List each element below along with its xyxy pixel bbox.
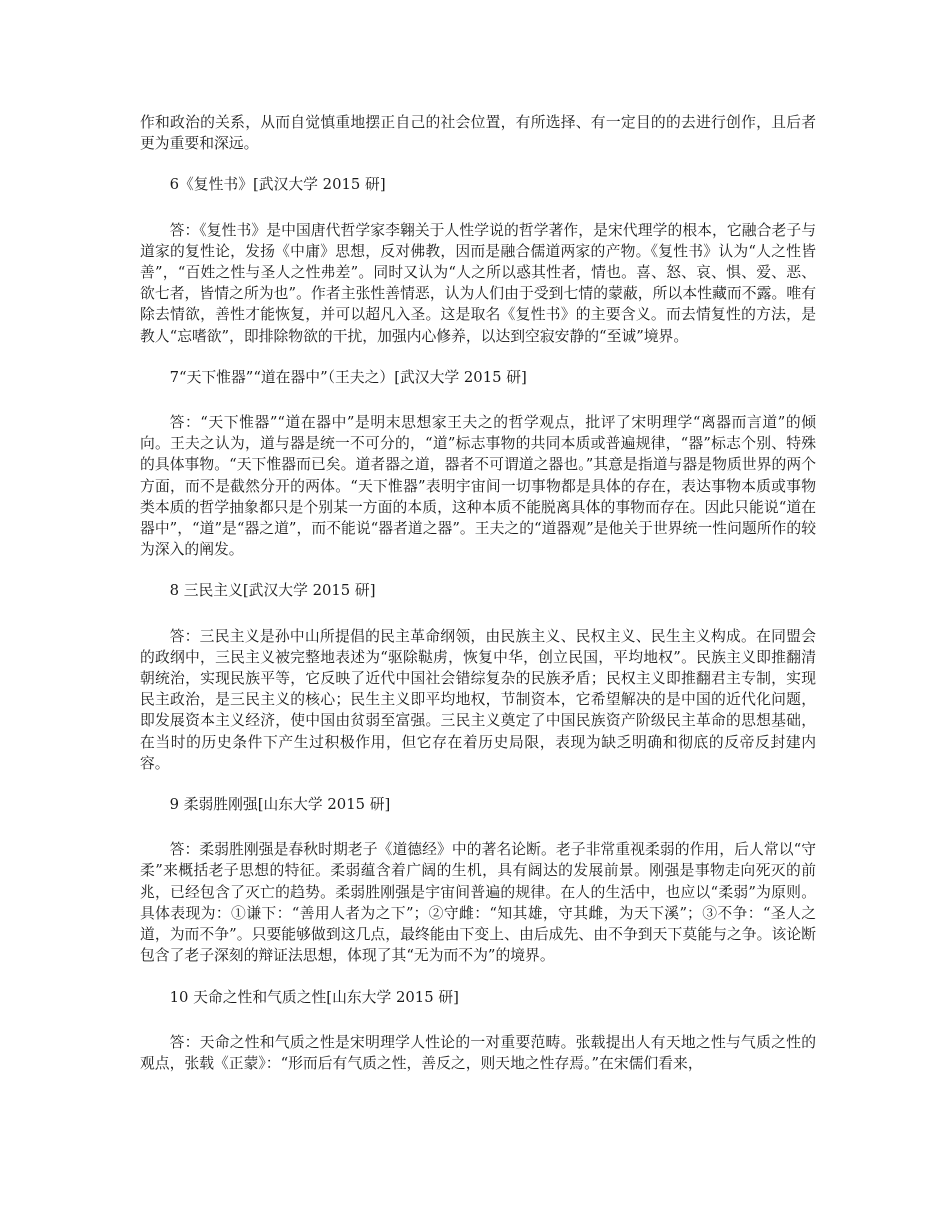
entry-answer-9: 答：柔弱胜刚强是春秋时期老子《道德经》中的著名论断。老子非常重视柔弱的作用，后人常以“守柔”来概括老子思想的特征。柔弱蕴含着广阔的生机，具有阔达的发展前景。刚强是事物走向死灭的前兆，已经包含了灭亡的趋势。柔弱胜刚强是宇宙间普遍的规律。在人的生活中，也应以“柔弱”为原则。具体表现为：①谦下：“善用人者为之下”；②守雌：“知其雄，守其雌，为天下溪”；③不争：“圣人之道，为而不争”。只要能够做到这几点，最终能由下变上、由后成先、由不争到天下莫能与之争。该论断包含了老子深刻的辩证法思想，体现了其“无为而不为”的境界。 [140, 841, 816, 965]
entry-heading-8: 8 三民主义[武汉大学 2015 研] [169, 582, 376, 600]
entry-heading-6: 6《复性书》[武汉大学 2015 研] [169, 176, 386, 194]
entry-answer-10: 答：天命之性和气质之性是宋明理学人性论的一对重要范畴。张载提出人有天地之性与气质之性的观点，张载《正蒙》：“形而后有气质之性，善反之，则天地之性存焉。”在宋儒们看来， [140, 1033, 816, 1072]
document-page [140, 112, 816, 1074]
lead-paragraph: 作和政治的关系，从而自觉慎重地摆正自己的社会位置，有所选择、有一定目的的去进行创作，且后者更为重要和深远。 [140, 114, 816, 153]
entry-heading-9: 9 柔弱胜刚强[山东大学 2015 研] [169, 796, 391, 814]
entry-heading-10: 10 天命之性和气质之性[山东大学 2015 研] [169, 988, 459, 1006]
entry-answer-7: 答：“天下惟器”“道在器中”是明末思想家王夫之的哲学观点，批评了宋明理学“离器而言道”的倾向。王夫之认为，道与器是统一不可分的，“道”标志事物的共同本质或普遍规律，“器”标志个别、特殊的具体事物。“天下惟器而已矣。道者器之道，器者不可谓道之器也。”其意是指道与器是物质世界的两个方面，而不是截然分开的两体。“天下惟器”表明宇宙间一切事物都是具体的存在，表达事物本质或事物类本质的哲学抽象都只是个别某一方面的本质，这种本质不能脱离具体的事物而存在。因此只能说“道在器中”，“道”是“器之道”，而不能说“器者道之器”。王夫之的“道器观”是他关于世界统一性问题所作的较为深入的阐发。 [140, 414, 816, 559]
entry-heading-7: 7“天下惟器”“道在器中”（王夫之）[武汉大学 2015 研] [169, 368, 527, 386]
entry-answer-8: 答：三民主义是孙中山所提倡的民主革命纲领，由民族主义、民权主义、民生主义构成。在同盟会的政纲中，三民主义被完整地表述为“驱除鞑虏，恢复中华，创立民国，平均地权”。民族主义即推翻清朝统治，实现民族平等，它反映了近代中国社会错综复杂的民族矛盾；民权主义即推翻君主专制，实现民主政治，是三民主义的核心；民生主义即平均地权，节制资本，它希望解决的是中国的近代化问题，即发展资本主义经济，使中国由贫弱至富强。三民主义奠定了中国民族资产阶级民主革命的思想基础，在当时的历史条件下产生过积极作用，但它存在着历史局限，表现为缺乏明确和彻底的反帝反封建内容。 [140, 627, 816, 772]
entry-answer-6: 答：《复性书》是中国唐代哲学家李翱关于人性学说的哲学著作，是宋代理学的根本，它融合老子与道家的复性论，发扬《中庸》思想，反对佛教，因而是融合儒道两家的产物。《复性书》认为“人之性皆善”，“百姓之性与圣人之性弗差”。同时又认为“人之所以惑其性者，情也。喜、怒、哀、惧、爱、恶、欲七者，皆情之所为也”。作者主张性善情恶，认为人们由于受到七情的蒙蔽，所以本性藏而不露。唯有除去情欲，善性才能恢复，并可以超凡入圣。这是取名《复性书》的主要含义。而去情复性的方法，是教人“忘嗜欲”，即排除物欲的干扰，加强内心修养，以达到空寂安静的“至诚”境界。 [140, 221, 816, 345]
